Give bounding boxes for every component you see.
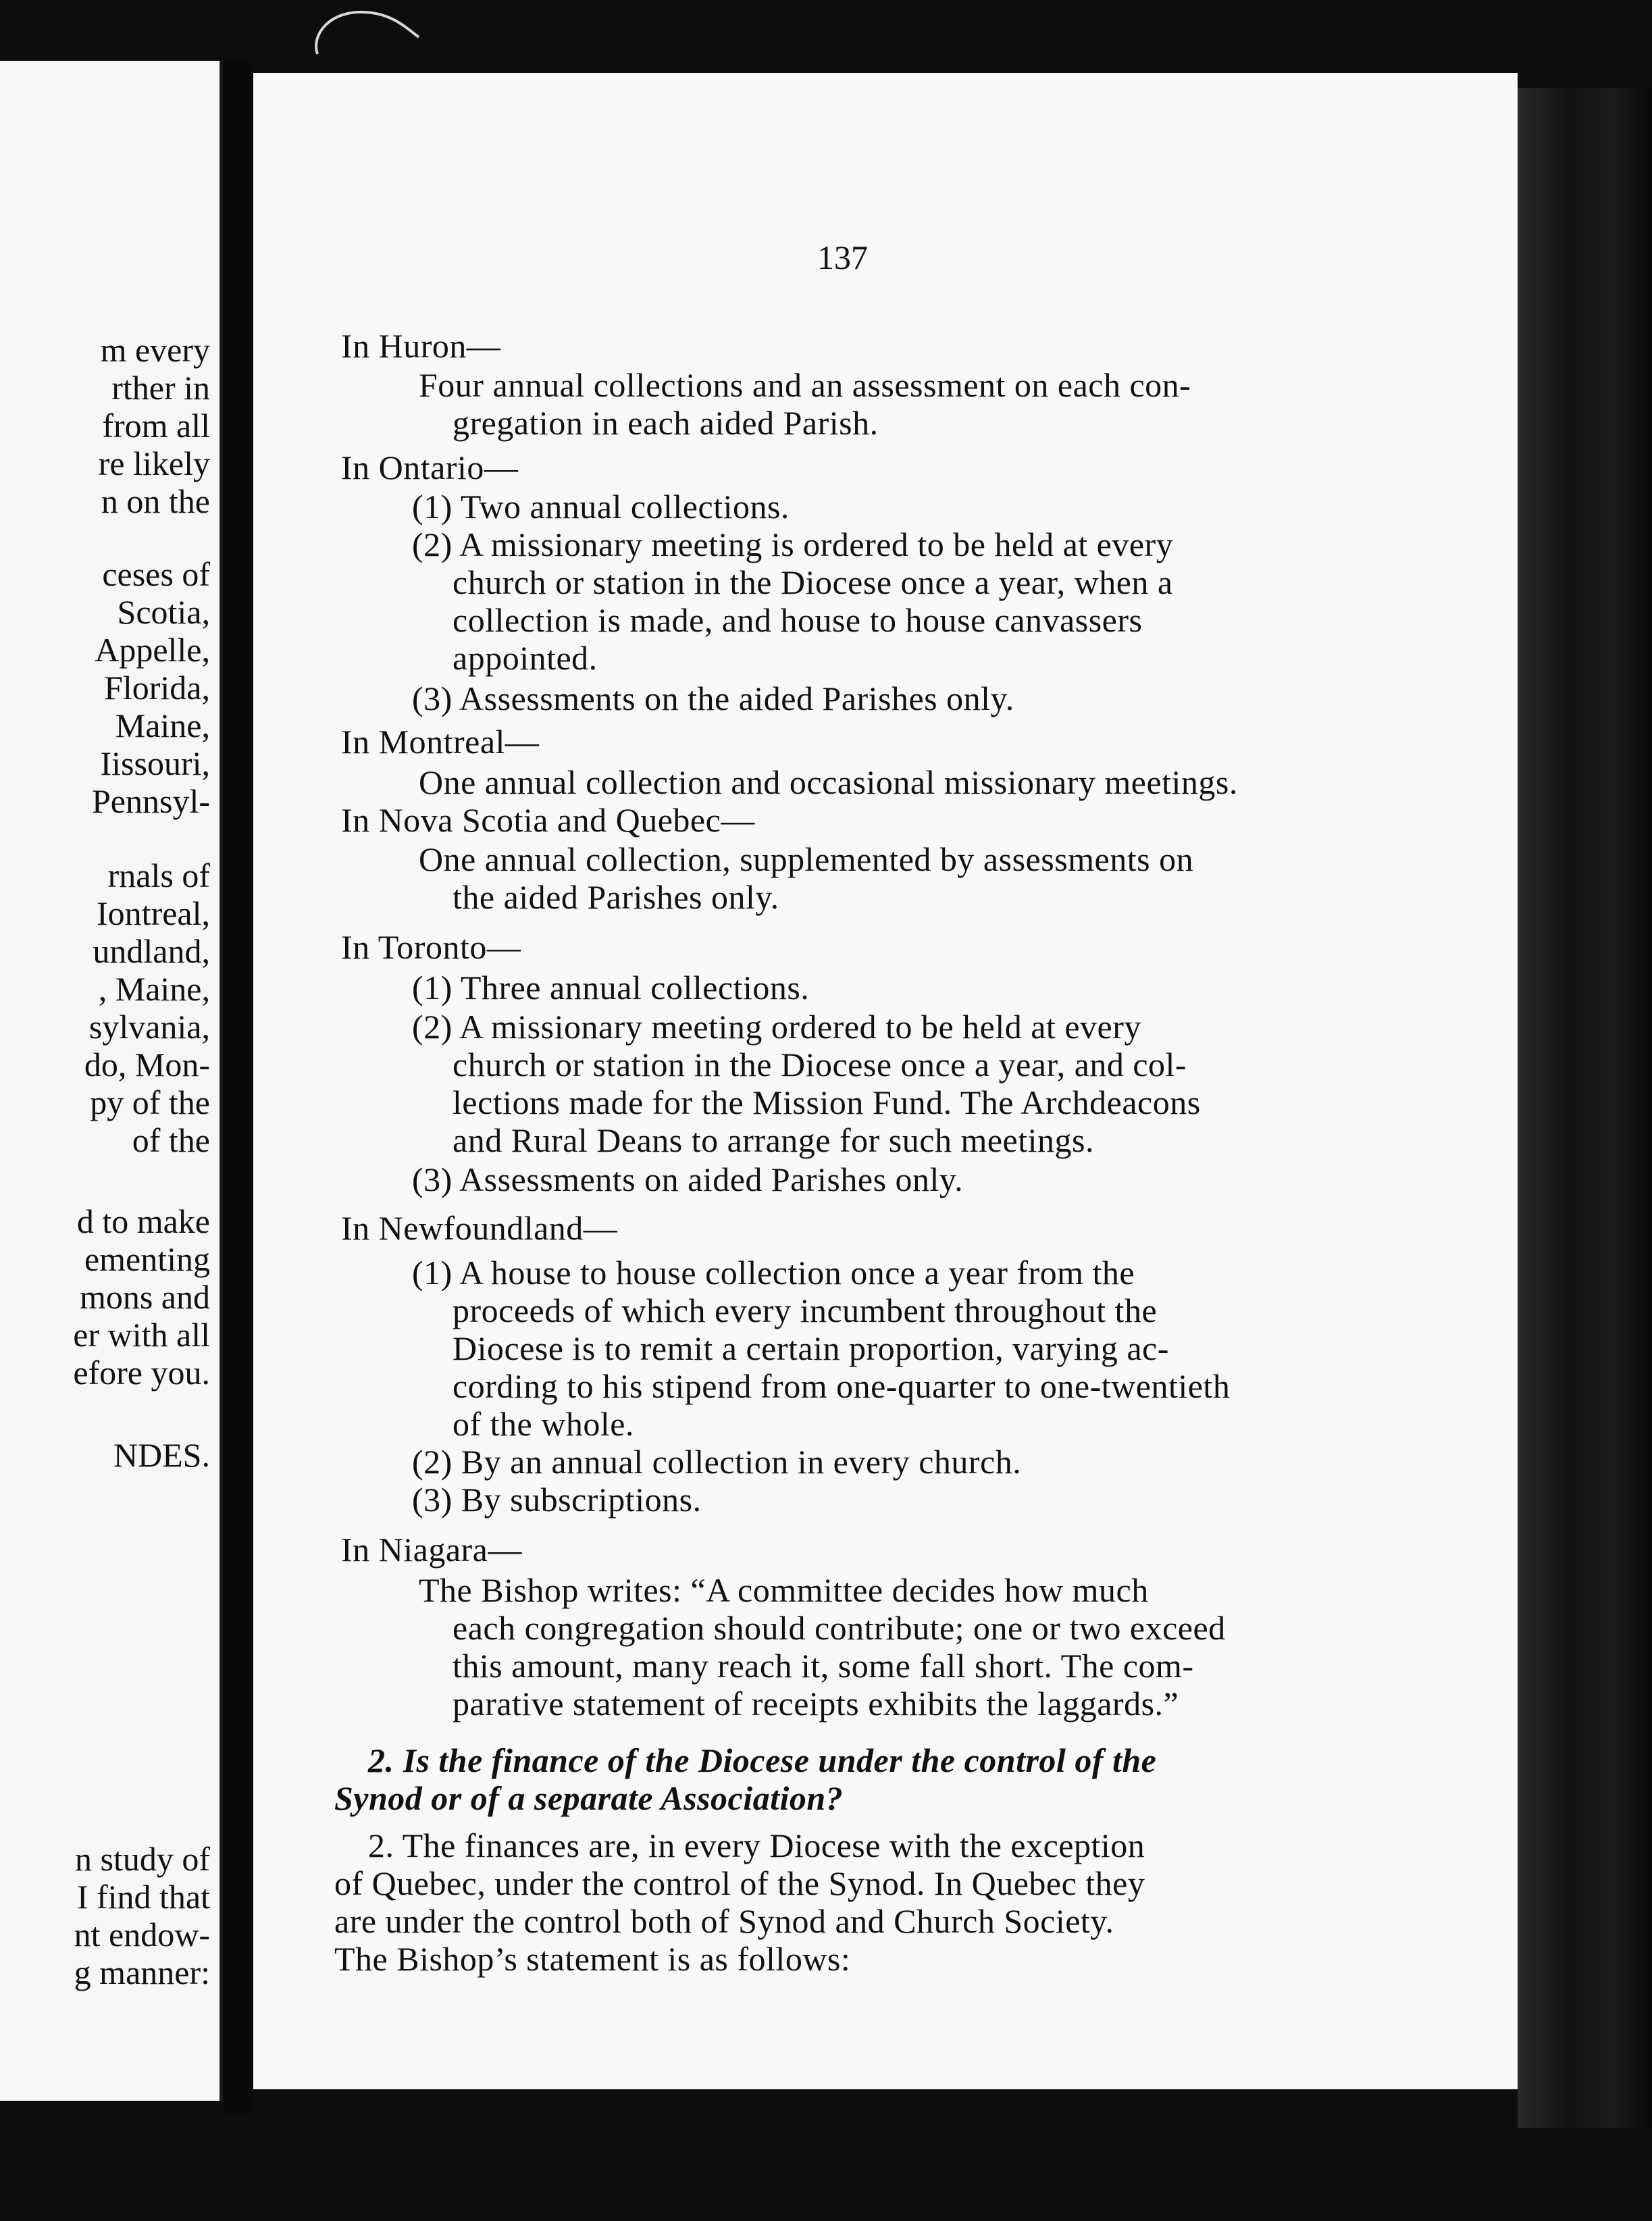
- section-heading-nova-scotia: In Nova Scotia and Quebec—: [341, 801, 755, 839]
- list-item: (2) A missionary meeting is ordered to be held at every: [412, 526, 1174, 563]
- list-item: (2) By an annual collection in every church.: [412, 1443, 1022, 1481]
- left-page-line: Iontreal,: [97, 894, 210, 932]
- left-page-line: rnals of: [107, 857, 210, 894]
- list-item: (1) Three annual collections.: [412, 969, 810, 1006]
- list-item-continuation: collection is made, and house to house canvassers: [453, 601, 1143, 639]
- left-page-line: undland,: [93, 932, 210, 970]
- left-page-line: mons and: [79, 1278, 210, 1316]
- paragraph-line: the aided Parishes only.: [453, 878, 779, 916]
- answer-line: 2. The finances are, in every Diocese with the exception: [368, 1827, 1145, 1864]
- page-edge-shadow: [1518, 88, 1652, 2128]
- left-page-line: Iissouri,: [100, 744, 210, 782]
- left-page-line: , Maine,: [98, 970, 210, 1008]
- list-item-continuation: proceeds of which every incumbent throughout the: [453, 1292, 1158, 1329]
- left-page-line: from all: [102, 407, 210, 444]
- section-heading-montreal: In Montreal—: [341, 723, 540, 761]
- left-page-line: Maine,: [115, 707, 210, 744]
- left-page-line: nt endow-: [74, 1916, 210, 1954]
- left-page-line: ceses of: [102, 555, 210, 593]
- left-page-line: py of the: [90, 1083, 210, 1121]
- section-heading-ontario: In Ontario—: [341, 449, 519, 486]
- left-page-line: rther in: [111, 369, 210, 407]
- left-page-line: Appelle,: [95, 631, 210, 669]
- list-item-continuation: of the whole.: [453, 1405, 634, 1443]
- list-item-continuation: lections made for the Mission Fund. The Archdeacons: [453, 1083, 1201, 1121]
- left-page-line: efore you.: [73, 1354, 210, 1392]
- left-page-line: m every: [100, 331, 210, 369]
- left-page-line: Florida,: [104, 669, 210, 707]
- book-spine-shadow: [223, 61, 253, 2114]
- left-page-line: sylvania,: [88, 1008, 210, 1046]
- list-item-continuation: church or station in the Diocese once a year, when a: [453, 563, 1173, 601]
- left-page-line: ementing: [84, 1240, 210, 1278]
- question-line: 2. Is the finance of the Diocese under the control of the: [368, 1741, 1157, 1779]
- left-page-line: g manner:: [74, 1954, 210, 1991]
- quote-line: parative statement of receipts exhibits the laggards.”: [453, 1685, 1179, 1722]
- left-page-line: d to make: [76, 1202, 210, 1240]
- left-page-line: of the: [132, 1121, 210, 1159]
- list-item: (3) Assessments on the aided Parishes only.: [412, 680, 1014, 717]
- list-item-continuation: and Rural Deans to arrange for such meetings.: [453, 1121, 1094, 1159]
- list-item-continuation: church or station in the Diocese once a year, and col-: [453, 1046, 1187, 1083]
- list-item-continuation: cording to his stipend from one-quarter to one-twentieth: [453, 1367, 1231, 1405]
- answer-line: The Bishop’s statement is as follows:: [334, 1940, 851, 1978]
- left-page-line: Pennsyl-: [92, 782, 210, 820]
- section-heading-toronto: In Toronto—: [341, 928, 521, 966]
- paragraph-line: One annual collection, supplemented by assessments on: [419, 840, 1194, 878]
- left-page-line: er with all: [73, 1316, 210, 1354]
- list-item: (1) Two annual collections.: [412, 488, 790, 526]
- paragraph-line: Four annual collections and an assessment on each con-: [419, 366, 1191, 404]
- left-page-line: n study of: [75, 1840, 210, 1878]
- list-item: (3) By subscriptions.: [412, 1481, 702, 1518]
- page-number: 137: [817, 238, 868, 276]
- section-heading-niagara: In Niagara—: [341, 1531, 522, 1568]
- list-item: (1) A house to house collection once a year from the: [412, 1254, 1135, 1292]
- left-page-line: NDES.: [113, 1436, 210, 1474]
- list-item: (2) A missionary meeting ordered to be held at every: [412, 1008, 1141, 1046]
- answer-line: of Quebec, under the control of the Synod. In Quebec they: [334, 1864, 1145, 1902]
- left-page-line: re likely: [98, 444, 210, 482]
- paragraph-line: One annual collection and occasional missionary meetings.: [419, 763, 1238, 801]
- left-page-line: Scotia,: [117, 593, 210, 631]
- list-item: (3) Assessments on aided Parishes only.: [412, 1160, 964, 1198]
- quote-line: each congregation should contribute; one or two exceed: [453, 1609, 1226, 1647]
- list-item-continuation: Diocese is to remit a certain proportion, varying ac-: [453, 1329, 1169, 1367]
- answer-line: are under the control both of Synod and Church Society.: [334, 1902, 1114, 1940]
- paper-curl-mark: [304, 7, 425, 61]
- left-page-line: I find that: [76, 1878, 210, 1916]
- left-page-line: do, Mon-: [84, 1046, 210, 1083]
- left-page-fragment: [0, 61, 229, 2101]
- section-heading-huron: In Huron—: [341, 327, 501, 365]
- left-page-line: n on the: [101, 482, 210, 520]
- list-item-continuation: appointed.: [453, 639, 598, 677]
- quote-line: this amount, many reach it, some fall short. The com-: [453, 1647, 1194, 1685]
- quote-line: The Bishop writes: “A committee decides how much: [419, 1571, 1149, 1609]
- paragraph-line: gregation in each aided Parish.: [453, 404, 879, 442]
- section-heading-newfoundland: In Newfoundland—: [341, 1209, 618, 1247]
- question-line: Synod or of a separate Association?: [334, 1779, 844, 1817]
